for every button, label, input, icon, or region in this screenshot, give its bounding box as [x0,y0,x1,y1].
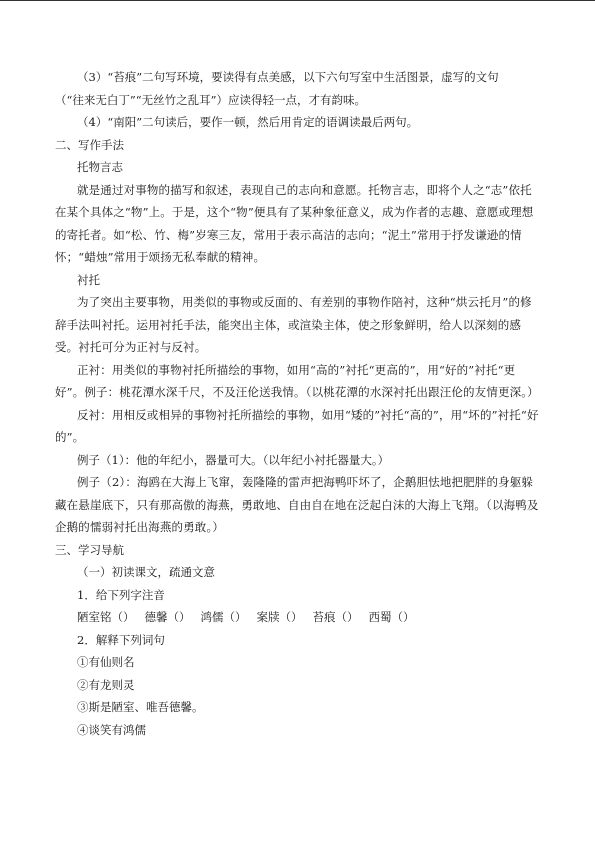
reading-note-4: （4）“南阳”二句读后，要作一顿，然后用肯定的语调读最后两句。 [77,115,419,129]
paragraph-tuowu: 就是通过对事物的描写和叙述，表现自己的志向和意愿。托物言志，即将个人之“志”依托在某个具体之“物”上。于是，这个“物”便具有了某种象征意义，成为作者的志趣、意愿或理想的寄托者。如“松、竹、梅”岁寒三友，常用于表示高洁的志向；“泥土”常用于抒发谦逊的情怀；“蜡烛”常用于颂扬无私奉献的精神。 [55,182,534,264]
paragraph-chentuo: 为了突出主要事物，用类似的事物或反面的、有差别的事物作陪衬，这种“烘云托月”的修辞手法叫衬托。运用衬托手法，能突出主体，或渲染主体，使之形象鲜明，给人以深刻的感受。衬托可分为正衬与反衬。 [55,295,532,354]
section-heading-writing: 二、写作手法 [55,137,124,152]
explain-item-3: ③斯是陋室、唯吾德馨。 [77,700,204,714]
reading-note-3: （3）“苔痕”二句写环境，要读得有点美感，以下六句写室中生活图景，虚写的文句 [77,70,499,84]
section-heading-guide: 三、学习导航 [55,542,124,557]
subheading-tuowu: 托物言志 [77,160,123,174]
pinyin-item: 案牍（） [256,610,303,624]
explain-item-1: ①有仙则名 [77,655,135,669]
pinyin-items [55,606,543,629]
subheading-chentuo: 衬托 [77,272,100,287]
explain-item-4: ④谈笑有鸿儒 [77,722,146,737]
question-explain: 2．解释下列词句 [77,632,165,647]
pinyin-item: 西蜀（） [368,610,415,624]
explain-item-2: ②有龙则灵 [77,677,135,692]
pinyin-item: 陋室铭（） [77,610,135,624]
document-page [55,66,543,741]
pinyin-item: 苔痕（） [312,610,359,624]
example-1: 例子（1）：他的年纪小，器量可大。（以年纪小衬托器量大。） [77,452,390,467]
reading-note-3-cont: （“往来无白丁”“无丝竹之乱耳”）应读得轻一点，才有韵味。 [55,92,367,107]
pinyin-item: 鸿儒（） [200,610,247,624]
subsection-first-reading: （一）初读课文，疏通文意 [77,565,215,579]
example-2: 例子（2）：海鸥在大海上飞窜，轰隆隆的雷声把海鸭吓坏了，企鹅胆怯地把肥胖的身躯躲藏在悬崖底下，只有那高傲的海燕，勇敢地、自由自在地在泛起白沫的大海上飞翔。（以海鸭及企鹅的懦弱衬托出海燕的勇敢。） [55,475,539,534]
question-pinyin: 1．给下列字注音 [77,587,165,602]
paragraph-fanchen: 反衬：用相反或相异的事物衬托所描绘的事物，如用“矮的”衬托“高的”，用“坏的”衬托“好的”。 [55,407,539,444]
paragraph-zhengchen: 正衬：用类似的事物衬托所描绘的事物，如用“高的”衬托“更高的”，用“好的”衬托“更好”。例子：桃花潭水深千尺，不及汪伦送我情。（以桃花潭的水深衬托出跟汪伦的友情更深。） [55,362,539,399]
header-rule [0,0,595,1]
pinyin-item: 德馨（） [144,610,191,624]
